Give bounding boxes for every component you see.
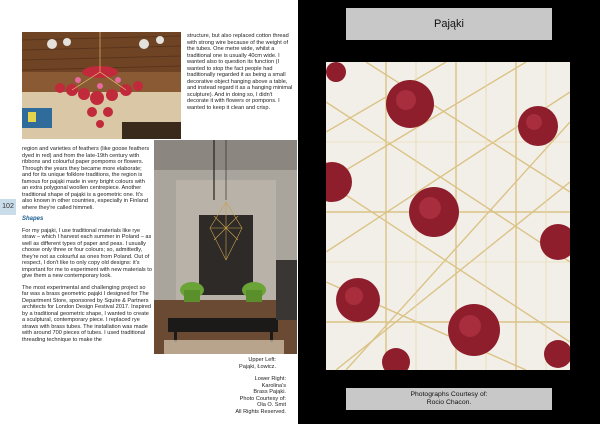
caption-line: Pająki, Łowicz. [239, 363, 276, 370]
left-page [0, 0, 298, 424]
straw-pajak-image [326, 62, 570, 370]
page-title: Pająki [346, 8, 552, 40]
caption-upper-left [216, 357, 276, 370]
photo-folk-pajaki [22, 32, 181, 139]
brass-pajak-image [154, 140, 297, 354]
paragraph-1: region and varieties of feathers (like goose feathers dyed in red) and from the late-19th century with ribbons and colourful paper pompoms or flowers. Through the years they became more elaborate; and for its unique folklore traditions, the region is famous for pająki made in very bright colours with an extra polygonal woollen centrepiece. Another traditional shape of pająki is a geometric one. It's also known in other countries, especially in Finland where they're called himmeli. [22, 146, 150, 211]
section-heading-shapes: Shapes [22, 216, 44, 222]
caption-line: All Rights Reserved. [235, 408, 286, 415]
caption-line: Ola O. Smit [257, 402, 286, 409]
photo-credit [346, 388, 552, 410]
text-top-right-column [187, 33, 293, 116]
caption-line: Photo Courtesy of: [239, 395, 286, 402]
caption-line: Upper Left: [248, 357, 276, 363]
text-left-column [22, 146, 152, 348]
photo-straw-pajak-roses [326, 62, 570, 370]
right-page [298, 0, 600, 424]
paragraph-3: The most experimental and challenging project so far was a brass geometric pająki I designed for The Department Store, sponsored by Squire & Partners architects for London Design Festival 2017. Inspired by a traditional geometric shape, I wanted to create a sculptural, contemporary piece. I replaced rye straws with brass tubes. The installation was made with around 700 pieces of tubes. I used traditional threading technique to make the [22, 284, 152, 343]
page-number: 102 [0, 199, 16, 215]
credit-line-1: Photographs Courtesy of: [410, 391, 488, 398]
photo-brass-pajak [154, 140, 297, 354]
caption-line: Brass Pająki. [253, 389, 286, 396]
credit-line-2: Rocio Chacon. [426, 399, 472, 406]
paragraph-2: For my pająki, I use traditional materials like rye straw – which I harvest each summer in Poland – as well as different types of paper and peas. I usually choose only three or four colours; so, admittedly, they're not as colourful as ones from Poland. Out of respect, I don't like to only copy old designs: it's important for me to experiment with new materials to give them a new contemporary look. [22, 227, 152, 279]
folk-pajaki-image [22, 32, 181, 139]
caption-line: Karolina's [261, 382, 286, 389]
paragraph-top-right: structure, but also replaced cotton thread with strong wire because of the weight of the tubes. One metre wide, whilst a traditional one is usually 40cm wide. I wanted also to question its function (I wanted to stop the fact people had traditionally regarded it as being a small decorative object hanging above a table, and instead regard it as a hanging minimal sculpture). And in doing so, I didn't decorate it with flowers or pompons. I wanted to keep it clean and crisp. [187, 33, 293, 111]
caption-lower-right [216, 376, 286, 416]
caption-line: Lower Right: [254, 376, 286, 382]
